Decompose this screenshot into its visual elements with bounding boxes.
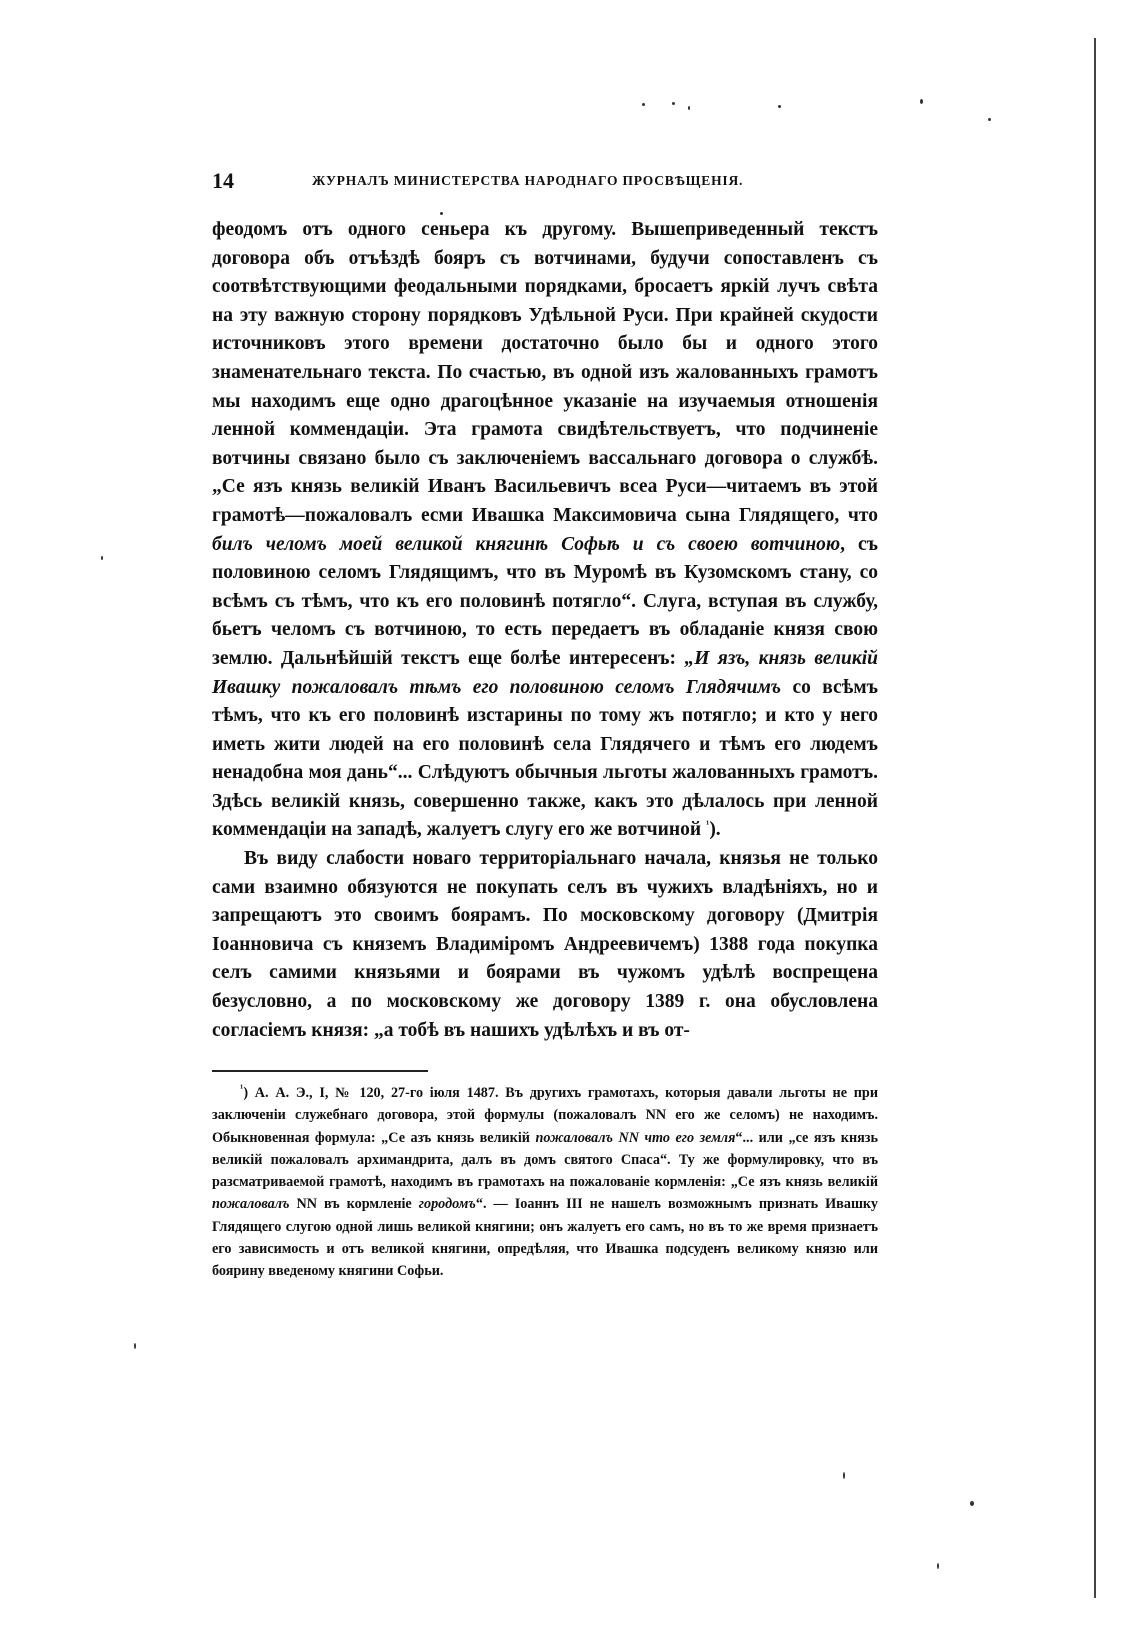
footnote-rule <box>212 1070 428 1072</box>
scan-speck <box>988 118 991 121</box>
paragraph-1-text-b: , съ половиною селомъ Глядящимъ, что въ Муромѣ въ Кузомскомъ стану, со всѣмъ съ тѣмъ, что къ его половинѣ потягло“. Слуга, вступая въ службу, бьетъ челомъ съ вотчиною, то есть передаетъ въ обладаніе князя свою землю. Дальнѣйшій текстъ еще болѣе интересенъ: <box>212 533 878 669</box>
footnote-italic-b: пожаловалъ <box>212 1196 290 1213</box>
footnote-text-c: NN въ кормленіе <box>289 1196 419 1213</box>
scan-speck <box>970 1501 974 1506</box>
paragraph-1-text-a: феодомъ отъ одного сеньера къ другому. Вышеприведенный текстъ договора объ отъѣздѣ бояръ съ вотчинами, будучи сопоставленъ съ соотвѣтствующими феодальными порядками, бросаетъ яркій лучъ свѣта на эту важную сторону порядковъ Удѣльной Руси. При крайней скудости источниковъ этого времени достаточно было бы и одного этого знаменательнаго текста. По счастью, въ одной изъ жалованныхъ грамотъ мы находимъ еще одно драгоцѣнное указаніе на изучаемыя отношенія ленной коммендаціи. Эта грамота свидѣтельствуетъ, что подчиненіе вотчины связано было съ заключеніемъ вассальнаго договора о службѣ. „Се язъ князь великій Иванъ Васильевичъ всеа Руси—читаемъ въ этой грамотѣ—пожаловалъ есми Ивашка Максимовича сына Глядящего, что <box>212 219 878 526</box>
scan-speck <box>672 102 675 105</box>
paragraph-1-italic-a: билъ челомъ моей великой княгинѣ Софьѣ и съ своею вотчиною <box>212 533 841 555</box>
paragraph-1-text-d: ). <box>709 819 721 841</box>
footnote-text-d: “. — Іоаннъ III не нашелъ возможнымъ признать Ивашку Глядящего слугою одной лишь великой княгини; онъ жалуетъ его самъ, но въ то же время признаетъ его зависимость и отъ великой княгини, опредѣляя, что Ивашка подсуденъ великому князю или боярину введеному княгини Софьи. <box>212 1196 878 1280</box>
footnote <box>212 1082 878 1283</box>
footnote-text-b: “... или „се язъ князь великій пожаловалъ архимандрита, далъ въ домъ святого Спаса“. Ту же формулировку, что въ разсматриваемой грамотѣ, находимъ въ грамотахъ на пожалованіе кормленія: „Се язъ князь великій <box>212 1129 879 1191</box>
page-number: 14 <box>212 168 234 193</box>
paragraph-2: Въ виду слабости новаго территоріальнаго начала, князья не только сами взаимно обязуются не покупать селъ въ чужихъ владѣніяхъ, но и запрещаютъ это своимъ боярамъ. По московскому договору (Дмитрія Іоанновича съ княземъ Владиміромъ Андреевичемъ) 1388 года покупка селъ самими князьями и боярами въ чужомъ удѣлѣ воспрещена безусловно, а по московскому же договору 1389 г. она обусловлена согласіемъ князя: „а тобѣ въ нашихъ удѣлѣхъ и въ от- <box>212 848 878 1041</box>
paragraph-1-text-c: со всѣмъ тѣмъ, что къ его половинѣ изстарины по тому жъ потягло; и кто у него иметь жити людей на его половинѣ села Глядячего и тѣмъ его людемъ ненадобна моя дань“... Слѣдуютъ обычныя льготы жалованныхъ грамотъ. Здѣсь великій князь, совершенно также, какъ это дѣлалось при ленной коммендаціи на западѣ, жалуетъ слугу его же вотчиной <box>212 676 878 841</box>
scan-speck <box>920 99 923 104</box>
footnote-italic-c: городомъ <box>418 1196 476 1213</box>
running-head <box>212 168 872 200</box>
scan-speck <box>688 106 690 110</box>
paragraph-1 <box>212 216 878 845</box>
scan-speck <box>843 1472 845 1479</box>
journal-title: ЖУРНАЛЪ МИНИСТЕРСТВА НАРОДНАГО ПРОСВѢЩЕНІЯ. <box>312 173 744 188</box>
body-text <box>212 216 878 1045</box>
scan-speck <box>642 103 645 106</box>
scan-speck <box>937 1563 939 1569</box>
scan-speck <box>440 212 443 215</box>
paragraph-1-italic-b: „И язъ, князь великій Ивашку пожаловалъ тѣмъ его половиною селомъ Глядячимъ <box>212 647 878 698</box>
footnote-reference: ¹ <box>706 818 710 831</box>
footnote-marker: ¹ <box>240 1082 244 1095</box>
scan-speck <box>778 105 781 108</box>
footnote-text-a: ) А. А. Э., I, № 120, 27-го іюля 1487. Въ другихъ грамотахъ, которыя давали льготы не при заключеніи служебнаго договора, этой формулы (пожаловалъ NN его же селомъ) не находимъ. Обыкновенная формула: „Се азъ князь великій <box>212 1085 878 1146</box>
footnote-italic-a: пожаловалъ NN что его земля <box>535 1129 736 1146</box>
scan-speck <box>134 1343 136 1349</box>
scan-speck <box>101 556 103 560</box>
page-edge-line <box>1094 38 1096 1598</box>
